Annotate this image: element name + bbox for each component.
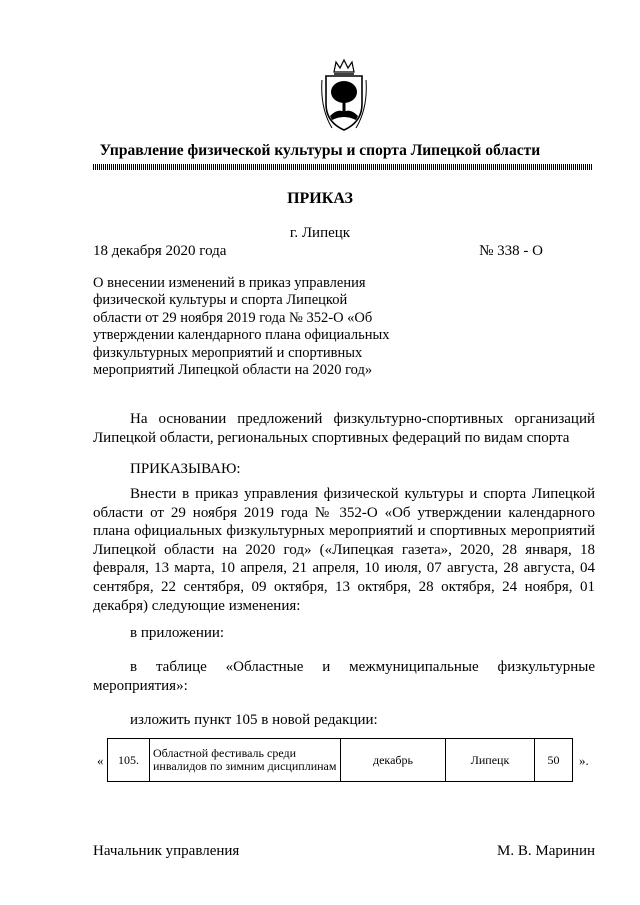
participants-cell: 50	[535, 739, 573, 782]
organization-name: Управление физической культуры и спорта Липецкой области	[99, 142, 541, 159]
document-city: г. Липецк	[289, 225, 351, 241]
paragraph-basis: На основании предложений физкультурно-спортивных организаций Липецкой области, региональных спортивных федераций по видам спорта	[93, 411, 595, 446]
paragraph-in-appendix: в приложении:	[130, 625, 225, 641]
table-quote-open: «	[97, 753, 104, 768]
event-name-cell: Областной фестиваль среди инвалидов по зимним дисциплинам	[150, 739, 341, 782]
event-place-cell: Липецк	[446, 739, 535, 782]
signatory-title: Начальник управления	[93, 843, 240, 859]
document-title: ПРИКАЗ	[287, 190, 353, 207]
row-number-cell: 105.	[108, 739, 150, 782]
event-month-cell: декабрь	[341, 739, 446, 782]
document-date: 18 декабря 2020 года	[93, 243, 227, 259]
table-row	[108, 739, 573, 782]
header-rule	[93, 164, 593, 170]
coat-of-arms-icon	[318, 58, 370, 136]
signatory-name: М. В. Маринин	[497, 843, 595, 859]
document-number: № 338 - О	[479, 243, 543, 259]
amendment-table	[107, 738, 573, 782]
table-quote-close: ».	[579, 753, 589, 768]
paragraph-item-change: изложить пункт 105 в новой редакции:	[130, 712, 378, 728]
paragraph-in-table: в таблице «Областные и межмуниципальные физкультурные мероприятия»:	[93, 659, 595, 694]
document-subject: О внесении изменений в приказ управления физической культуры и спорта Липецкой области от 29 ноября 2019 года № 352-О «Об утверждении календарного плана официальных физкультурных мероприятий и спортивных мероприятий Липецкой области на 2020 год»	[93, 275, 390, 379]
paragraph-order-word: ПРИКАЗЫВАЮ:	[130, 461, 241, 477]
paragraph-main-text: Внести в приказ управления физической культуры и спорта Липецкой области от 29 ноября 2019 года № 352-О «Об утверждении календарного плана официальных физкультурных мероприятий и спортивных мероприятий Липецкой области на 2020 год» («Липецкая газета», 2020, 28 января, 18 февраля, 13 марта, 10 апреля, 21 апреля, 10 июля, 07 августа, 28 августа, 04 сентября, 22 сентября, 09 октября, 13 октября, 28 октября, 24 ноября, 01 декабря) следующие изменения:	[93, 486, 595, 614]
